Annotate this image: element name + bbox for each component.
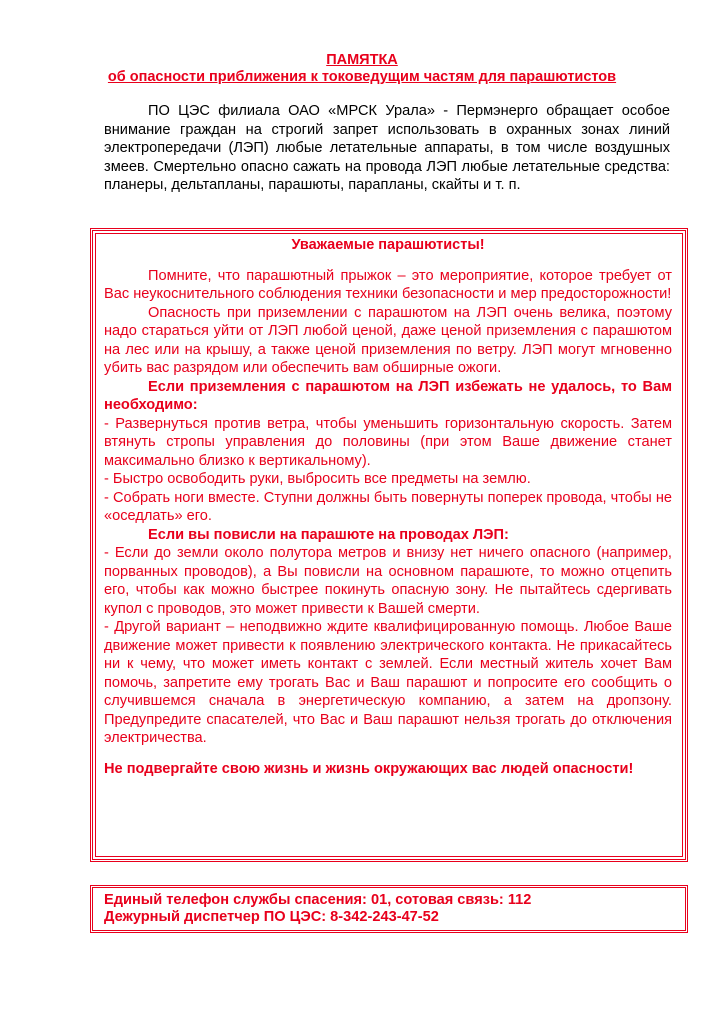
section-2-item: - Если до земли около полутора метров и внизу нет ничего опасного (например, порванных проводов), а Вы повисли на основном парашюте, то можно отцепить его, чтобы как можно быстрее покинуть опасную зону. Не пытайтесь сдергивать купол с проводов, это может привести к Вашей смерти.: [104, 545, 672, 617]
closing-warning: Не подвергайте свою жизнь и жизнь окружающих вас людей опасности!: [104, 760, 634, 777]
section-1-item: - Быстро освободить руки, выбросить все предметы на землю.: [104, 471, 531, 487]
warning-paragraph-1: Помните, что парашютный прыжок – это мероприятие, которое требует от Вас неукоснительного соблюдения техники безопасности и мер предосторожности!: [104, 267, 672, 302]
section-1-item: - Собрать ноги вместе. Ступни должны быть повернуты поперек провода, чтобы не «оседлать» его.: [104, 489, 672, 524]
section-1-heading: Если приземления с парашютом на ЛЭП избежать не удалось, то Вам необходимо:: [104, 378, 672, 413]
warning-paragraph-2: Опасность при приземлении с парашютом на ЛЭП очень велика, поэтому надо стараться уйти от ЛЭП любой ценой, даже ценой приземления с парашютом на лес или на крышу, а также ценой приземления по ветру. ЛЭП могут мгновенно убить вас разрядом или обеспечить вам обширные ожоги.: [104, 304, 672, 376]
section-2-item: - Другой вариант – неподвижно ждите квалифицированную помощь. Любое Ваше движение может привести к появлению электрического контакта. Не прикасайтесь ни к чему, что может иметь контакт с землей. Если местный житель хочет Вам помочь, запретите ему трогать Вас и Ваш парашют и попросите его сообщить о случившемся сначала в энергетическую компанию, а затем на дропзону. Предупредите спасателей, что Вас и Ваш парашют нельзя трогать до отключения электричества.: [104, 619, 672, 746]
intro-paragraph: ПО ЦЭС филиала ОАО «МРСК Урала» - Пермэнерго обращает особое внимание граждан на строгий запрет использовать в охранных зонах линий электропередачи (ЛЭП) любые летательные аппараты, в том числе воздушных змеев. Смертельно опасно сажать на провода ЛЭП любые летательные средства: планеры, дельтапланы, парашюты, парапланы, скайты и т. п.: [104, 103, 670, 193]
warning-box: [104, 236, 672, 778]
rescue-phone-line: Единый телефон службы спасения: 01, сотовая связь: 112: [104, 892, 532, 908]
warning-heading: Уважаемые парашютисты!: [291, 237, 485, 253]
contacts-box: [104, 892, 674, 926]
section-2-heading: Если вы повисли на парашюте на проводах ЛЭП:: [148, 526, 509, 543]
page-subtitle: об опасности приближения к токоведущим частям для парашютистов: [107, 69, 617, 85]
section-1-item: - Развернуться против ветра, чтобы уменьшить горизонтальную скорость. Затем втянуть стропы управления до половины (при этом Ваше движение станет максимально близко к вертикальному).: [104, 415, 672, 469]
dispatcher-phone-line: Дежурный диспетчер ПО ЦЭС: 8-342-243-47-52: [104, 909, 439, 925]
page-title: ПАМЯТКА: [326, 52, 398, 68]
